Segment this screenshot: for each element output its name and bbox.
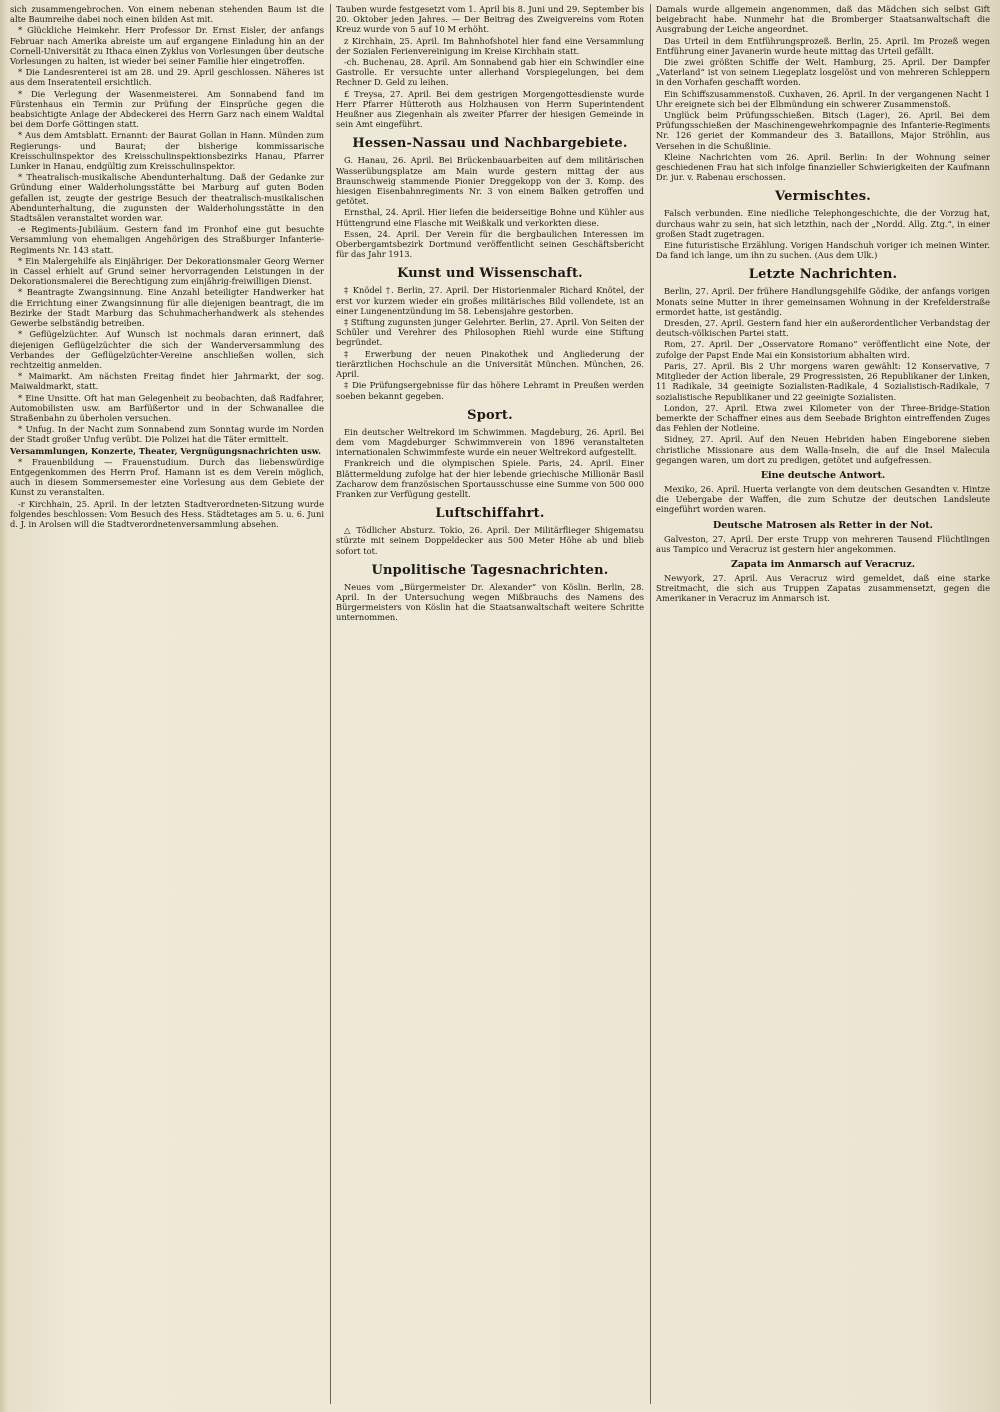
article-paragraph: * Theatralisch-musikalische Abendunterhaltung. Daß der Gedanke zur Gründung einer Walderholungsstätte bei Marburg auf guten Boden gefallen ist, zeugte der gestrige Besuch der theatralisch-musikalischen Abendunterhaltung, die zugunsten der Walderholungsstätte in den Stadtsälen veranstaltet worden war.	[10, 172, 324, 224]
article-paragraph: Das Urteil in dem Entführungsprozeß. Berlin, 25. April. Im Prozeß wegen Entführung einer Javanerin wurde heute mittag das Urteil gefällt.	[656, 35, 990, 56]
article-paragraph: London, 27. April. Etwa zwei Kilometer von der Three-Bridge-Station bemerkte der Schaffner eines aus dem Seebade Brighton eintreffenden Zuges das Fehlen der Notleine.	[656, 402, 990, 434]
section-heading: Sport.	[467, 407, 513, 423]
article-paragraph: ‡ Stiftung zugunsten junger Gelehrter. Berlin, 27. April. Von Seiten der Schüler und Verehrer des Philosophen Riehl wurde eine Stiftung begründet.	[336, 317, 644, 348]
article-paragraph: * Aus dem Amtsblatt. Ernannt: der Baurat Gollan in Hann. Münden zum Regierungs- und Baurat; der bisherige kommissarische Kreisschulinspektor des Kreisschulinspektionsbezirks Hanau, Pfarrer Lunker in Hanau, endgültig zum Kreisschulinspektor.	[10, 130, 324, 172]
article-paragraph: * Ein Malergehilfe als Einjähriger. Der Dekorationsmaler Georg Werner in Cassel erhielt auf Grund seiner hervorragenden Leistungen in der Dekorationsmalerei die Berechtigung zum einjährig-freiwilligen Dienst.	[10, 255, 324, 287]
article-paragraph: Ein Schiffszusammenstoß. Cuxhaven, 26. April. In der vergangenen Nacht 1 Uhr ereignete sich bei der Elbmündung ein schwerer Zusammenstoß.	[656, 88, 990, 109]
article-paragraph: Galveston, 27. April. Der erste Trupp von mehreren Tausend Flüchtlingen aus Tampico und Veracruz ist gestern hier angekommen.	[656, 533, 990, 554]
section-heading: Kunst und Wissenschaft.	[397, 266, 583, 282]
article-subheading: Deutsche Matrosen als Retter in der Not.	[712, 519, 933, 531]
section-heading: Vermischtes.	[775, 189, 871, 205]
article-paragraph: -r Kirchhain, 25. April. In der letzten Stadtverordneten-Sitzung wurde folgendes beschlossen: Vom Besuch des Hess. Städtetages am 5. u. 6. Juni d. J. in Arolsen will die Stadtverordnetenversammlung absehen.	[10, 498, 324, 529]
article-paragraph: Paris, 27. April. Bis 2 Uhr morgens waren gewählt: 12 Konservative, 7 Mitglieder der Action liberale, 29 Progressisten, 26 Republikaner der Linken, 11 Radikale, 34 geeinigte Sozialisten-Radikale, 4 Sozialistisch-Radikale, 7 sozialistische Republikaner und 22 geeinigte Sozialisten.	[656, 360, 990, 402]
article-paragraph: * Die Verlegung der Wasenmeisterei. Am Sonnabend fand im Fürstenhaus ein Termin zur Prüfung der Einsprüche gegen die beabsichtigte Anlage der Abdeckerei des Herrn Garz nach einem Waldtal bei dem Dorfe Göttingen statt.	[10, 88, 324, 130]
article-paragraph: Tauben wurde festgesetzt vom 1. April bis 8. Juni und 29. September bis 20. Oktober jeden Jahres. — Der Beitrag des Zweigvereins vom Roten Kreuz wurde von 5 auf 10 M erhöht.	[336, 4, 644, 35]
article-paragraph: * Unfug. In der Nacht zum Sonnabend zum Sonntag wurde im Norden der Stadt großer Unfug verübt. Die Polizei hat die Täter ermittelt.	[10, 424, 324, 445]
article-paragraph: * Frauenbildung — Frauenstudium. Durch das liebenswürdige Entgegenkommen des Herrn Prof. Hamann ist es dem Verein möglich, auch in diesem Sommersemester eine Vorlesung aus dem Gebiete der Kunst zu veranstalten.	[10, 456, 324, 498]
article-paragraph: * Maimarkt. Am nächsten Freitag findet hier Jahrmarkt, der sog. Maiwaldmarkt, statt.	[10, 371, 324, 392]
column-right	[656, 4, 990, 1404]
column-rule	[330, 4, 331, 1404]
article-paragraph: Dresden, 27. April. Gestern fand hier ein außerordentlicher Verbandstag der deutsch-völkischen Partei statt.	[656, 318, 990, 339]
section-heading: Letzte Nachrichten.	[748, 267, 898, 283]
article-paragraph: Essen, 24. April. Der Verein für die bergbaulichen Interessen im Oberbergamtsbezirk Dortmund veröffentlicht seinen Geschäftsbericht für das Jahr 1913.	[336, 228, 644, 260]
article-paragraph: Sidney, 27. April. Auf den Neuen Hebriden haben Eingeborene sieben christliche Missionare aus dem Walla-Inseln, die auf die Insel Malecula gegangen waren, um dort zu predigen, getötet und aufgefressen.	[656, 434, 990, 465]
article-paragraph: Berlin, 27. April. Der frühere Handlungsgehilfe Gödike, der anfangs vorigen Monats seine Mutter in ihrer gemeinsamen Wohnung in der Krefelderstraße ermordet hatte, ist geständig.	[656, 286, 990, 317]
article-paragraph: ‡ Die Prüfungsergebnisse für das höhere Lehramt in Preußen werden soeben bekannt gegeben.	[336, 380, 644, 401]
article-paragraph: sich zusammengebrochen. Von einem nebenan stehenden Baum ist die alte Baumreihe dabei noch einen bilden Ast mit.	[10, 4, 324, 25]
section-heading: Luftschiffahrt.	[435, 506, 545, 522]
article-paragraph: G. Hanau, 26. April. Bei Brückenbauarbeiten auf dem militärischen Wasserübungsplatze am Main wurde gestern mittag der aus Braunschweig stammende Pionier Dreggekopp von der 3. Komp. des hiesigen Eisenbahnregiments Nr. 3 von einem Balken getroffen und getötet.	[336, 155, 644, 207]
page-fold-shadow	[0, 0, 8, 1412]
section-subheading: Versammlungen, Konzerte, Theater, Vergnügungsnachrichten usw.	[10, 445, 321, 456]
section-heading: Hessen-Nassau und Nachbargebiete.	[352, 136, 628, 152]
article-paragraph: Damals wurde allgemein angenommen, daß das Mädchen sich selbst Gift beigebracht habe. Nunmehr hat die Bromberger Staatsanwaltschaft die Ausgrabung der Leiche angeordnet.	[656, 4, 990, 35]
article-paragraph: Rom, 27. April. Der „Osservatore Romano“ veröffentlicht eine Note, der zufolge der Papst Ende Mai ein Konsistorium abhalten wird.	[656, 339, 990, 360]
article-paragraph: Eine futuristische Erzählung. Vorigen Handschuh voriger ich meinen Winter. Da fand ich lange, um ihn zu suchen. (Aus dem Ulk.)	[656, 240, 990, 261]
article-paragraph: Die zwei größten Schiffe der Welt. Hamburg, 25. April. Der Dampfer „Vaterland“ ist von seinem Liegeplatz losgelöst und von mehreren Schleppern in den Vorhafen geschafft worden.	[656, 57, 990, 88]
article-paragraph: Mexiko, 26. April. Huerta verlangte von dem deutschen Gesandten v. Hintze die Uebergabe der Waffen, die zum Schutze der deutschen Landsleute eingeführt worden waren.	[656, 483, 990, 515]
article-paragraph: * Glückliche Heimkehr. Herr Professor Dr. Ernst Eisler, der anfangs Februar nach Amerika abreiste um auf ergangene Einladung hin an der Cornell-Universität zu Ithaca einen Zyklus von Vorlesungen über deutsche Vorlesungen zu halten, ist wieder bei seiner Familie hier eingetroffen.	[10, 25, 324, 67]
column-middle	[336, 4, 644, 1404]
article-paragraph: ‡ Knödel †. Berlin, 27. April. Der Historienmaler Richard Knötel, der erst vor kurzem wieder ein großes militärisches Bild vollendete, ist an einer Lungenentzündung im 58. Lebensjahre gestorben.	[336, 285, 644, 316]
article-paragraph: * Eine Unsitte. Oft hat man Gelegenheit zu beobachten, daß Radfahrer, Automobilisten usw. am Barfüßertor und in der Schwanallee die Straßenbahn zu überholen versuchen.	[10, 392, 324, 423]
article-paragraph: £ Treysa, 27. April. Bei dem gestrigen Morgengottesdienste wurde Herr Pfarrer Hütteroth aus Holzhausen von Herrn Superintendent Heußner aus Ziegenhain als zweiter Pfarrer der hiesigen Gemeinde in sein Amt eingeführt.	[336, 88, 644, 130]
article-paragraph: △ Tödlicher Absturz. Tokio, 26. April. Der Militärflieger Shigematsu stürzte mit seinem Doppeldecker aus 500 Meter Höhe ab und blieb sofort tot.	[336, 525, 644, 556]
article-paragraph: -e Regiments-Jubiläum. Gestern fand im Fronhof eine gut besuchte Versammlung von ehemaligen Angehörigen des Straßburger Infanterie-Regiments Nr. 143 statt.	[10, 224, 324, 255]
article-subheading: Zapata im Anmarsch auf Veracruz.	[730, 558, 916, 570]
article-paragraph: -ch. Buchenau, 28. April. Am Sonnabend gab hier ein Schwindler eine Gastrolle. Er versuchte unter allerhand Vorspiegelungen, bei dem Rechner D. Geld zu leihen.	[336, 57, 644, 88]
column-left	[10, 4, 324, 1404]
article-paragraph: ‡ Erwerbung der neuen Pinakothek und Angliederung der tierärztlichen Hochschule an die Universität München. München, 26. April.	[336, 348, 644, 380]
article-paragraph: * Geflügelzüchter. Auf Wunsch ist nochmals daran erinnert, daß diejenigen Geflügelzüchter die sich der Wanderversammlung des Verbandes der Geflügelzüchter-Vereine anschließen wollen, sich rechtzeitig anmelden.	[10, 329, 324, 370]
article-paragraph: Ernsthal, 24. April. Hier liefen die beiderseitige Bohne und Kühler aus Hüttengrund eine Flasche mit Weißkalk und verkorkten diese.	[336, 207, 644, 228]
column-rule	[650, 4, 651, 1404]
article-paragraph: Newyork, 27. April. Aus Veracruz wird gemeldet, daß eine starke Streitmacht, die sich aus Truppen Zapatas zusammensetzt, gegen die Amerikaner in Veracruz im Anmarsch ist.	[656, 572, 990, 604]
article-paragraph: * Die Landesrenterei ist am 28. und 29. April geschlossen. Näheres ist aus dem Inseratenteil ersichtlich.	[10, 67, 324, 88]
article-paragraph: Unglück beim Prüfungsschießen. Bitsch (Lager), 26. April. Bei dem Prüfungsschießen der Maschinengewehrkompagnie des Infanterie-Regiments Nr. 126 geriet der Kommandeur des 3. Bataillons, Major Ströhlin, aus Versehen in die Schußlinie.	[656, 110, 990, 151]
article-paragraph: Neues vom „Bürgermeister Dr. Alexander“ von Köslin. Berlin, 28. April. In der Untersuchung wegen Mißbrauchs des Namens des Bürgermeisters von Köslin hat die Staatsanwaltschaft weitere Schritte unternommen.	[336, 581, 644, 623]
section-heading: Unpolitische Tagesnachrichten.	[371, 562, 609, 578]
article-paragraph: z Kirchhain, 25. April. Im Bahnhofshotel hier fand eine Versammlung der Sozialen Ferienvereinigung im Kreise Kirchhain statt.	[336, 35, 644, 56]
article-subheading: Eine deutsche Antwort.	[760, 469, 886, 481]
article-paragraph: Frankreich und die olympischen Spiele. Paris, 24. April. Einer Blättermeldung zufolge hat der hier lebende griechische Millionär Basil Zacharow dem französischen Sportausschusse eine Summe von 500 000 Franken zur Verfügung gestellt.	[336, 458, 644, 499]
article-paragraph: Falsch verbunden. Eine niedliche Telephongeschichte, die der Vorzug hat, durchaus wahr zu sein, hat sich letzthin, nach der „Nordd. Allg. Ztg.“, in einer großen Stadt zugetragen.	[656, 208, 990, 239]
article-paragraph: * Beantragte Zwangsinnung. Eine Anzahl beteiligter Handwerker hat die Errichtung einer Zwangsinnung für alle diejenigen beantragt, die im Bezirke der Stadt Marburg das Schuhmacherhandwerk als stehendes Gewerbe selbständig betreiben.	[10, 287, 324, 329]
article-paragraph: Kleine Nachrichten vom 26. April. Berlin: In der Wohnung seiner geschiedenen Frau hat sich infolge finanzieller Schwierigkeiten der Kaufmann Dr. jur. v. Rabenau erschossen.	[656, 151, 990, 183]
article-paragraph: Ein deutscher Weltrekord im Schwimmen. Magdeburg, 26. April. Bei dem vom Magdeburger Schwimmverein von 1896 veranstalteten internationalen Schwimmfeste wurde ein neuer Weltrekord aufgestellt.	[336, 426, 644, 458]
